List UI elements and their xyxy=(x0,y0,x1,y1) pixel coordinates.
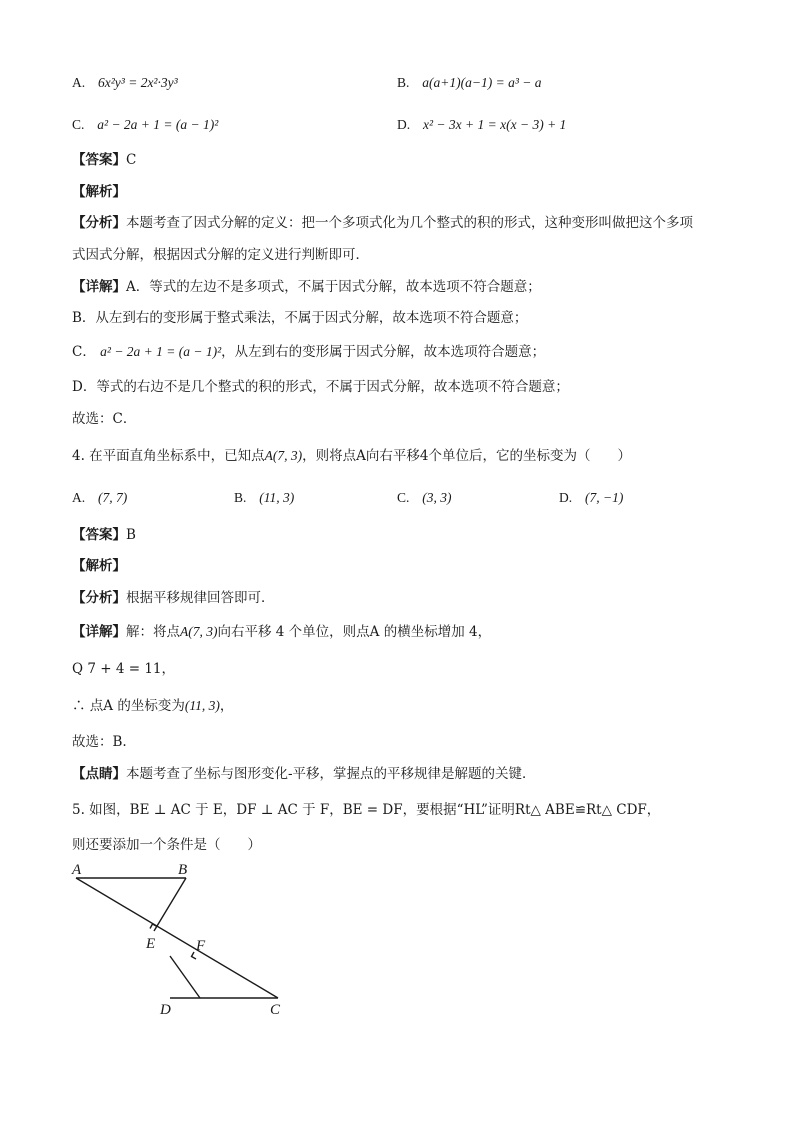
fenxi-text: 本题考查了因式分解的定义：把一个多项式化为几个整式的积的形式，这种变形叫做把这个多项 xyxy=(126,215,693,231)
q5-stem-line-1: 5. 如图，BE ⊥ AC 于 E，DF ⊥ AC 于 F，BE = DF，要根据“HL”证明Rt△ ABE≌Rt△ CDF， xyxy=(72,802,661,818)
label-e: E xyxy=(146,936,156,952)
option-label: D. xyxy=(397,117,411,132)
q4-dianjing xyxy=(72,765,536,783)
q4-answer xyxy=(72,526,136,544)
option-expr: x² − 3x + 1 = x(x − 3) + 1 xyxy=(423,117,567,132)
option-label: C. xyxy=(397,490,410,505)
label-a: A xyxy=(72,862,82,878)
option-label: D. xyxy=(559,490,573,505)
dianjing-tag: 【点睛】 xyxy=(72,766,126,782)
fenxi-tag: 【分析】 xyxy=(72,590,126,606)
q4-option-b xyxy=(234,489,294,507)
xiangjie-c-suffix: ，从左到右的变形属于因式分解，故本选项符合题意； xyxy=(221,344,546,360)
option-expr: (7, −1) xyxy=(585,490,624,505)
q3-fenxi-line-2: 式因式分解，根据因式分解的定义进行判断即可． xyxy=(72,247,369,263)
xiangjie-suffix: 向右平移 4 个单位，则点A 的横坐标增加 4， xyxy=(217,624,492,640)
q3-jiexi-heading: 【解析】 xyxy=(72,184,126,200)
option-expr: a(a+1)(a−1) = a³ − a xyxy=(422,75,542,90)
answer-value: C xyxy=(126,152,137,168)
fenxi-text: 根据平移规律回答即可． xyxy=(126,590,275,606)
answer-tag: 【答案】 xyxy=(72,152,126,168)
label-c: C xyxy=(270,1002,281,1018)
q3-xiangjie-c xyxy=(72,343,545,361)
fenxi-tag: 【分析】 xyxy=(72,215,126,231)
q3-fenxi-line-1 xyxy=(72,214,693,232)
xiangjie-prefix: 解：将点 xyxy=(126,624,180,640)
xiangjie-tag: 【详解】 xyxy=(72,624,126,640)
q3-xiangjie-d: D．等式的右边不是几个整式的积的形式，不属于因式分解，故本选项不符合题意； xyxy=(72,379,569,395)
q4-xiangjie xyxy=(72,623,491,641)
q3-option-b xyxy=(397,74,542,92)
result-suffix: ， xyxy=(219,698,234,714)
xiangjie-text: A．等式的左边不是多项式，不属于因式分解，故本选项不符合题意； xyxy=(126,279,541,295)
q4-calc: Q 7 + 4 = 11， xyxy=(72,661,176,677)
q3-answer xyxy=(72,151,136,169)
option-label: C. xyxy=(72,117,85,132)
option-label: B. xyxy=(234,490,247,505)
label-d: D xyxy=(160,1002,171,1018)
option-expr: (7, 7) xyxy=(98,490,128,505)
q4-option-a xyxy=(72,489,127,507)
q3-guxuan: 故选：C． xyxy=(72,411,137,427)
q4-stem-prefix: 4. 在平面直角坐标系中，已知点 xyxy=(72,448,265,464)
result-value: (11, 3) xyxy=(184,698,220,713)
q3-option-d xyxy=(397,116,566,134)
option-expr: 6x²y³ = 2x²·3y³ xyxy=(98,75,178,90)
option-label: A. xyxy=(72,75,86,90)
q4-stem-suffix: ，则将点A向右平移4个单位后，它的坐标变为（ ） xyxy=(302,448,632,464)
option-expr: a² − 2a + 1 = (a − 1)² xyxy=(97,117,219,132)
q4-option-c xyxy=(397,489,452,507)
xiangjie-tag: 【详解】 xyxy=(72,279,126,295)
answer-tag: 【答案】 xyxy=(72,527,126,543)
option-expr: (3, 3) xyxy=(422,490,452,505)
dianjing-text: 本题考查了坐标与图形变化-平移，掌握点的平移规律是解题的关键． xyxy=(126,766,536,782)
q4-stem xyxy=(72,447,631,465)
answer-value: B xyxy=(126,527,136,543)
label-f: F xyxy=(196,938,206,954)
xiangjie-c-prefix: C． xyxy=(72,344,96,360)
q5-stem-line-2: 则还要添加一个条件是（ ） xyxy=(72,837,261,853)
q4-jiexi-heading: 【解析】 xyxy=(72,558,126,574)
segment-ac xyxy=(76,878,278,998)
q4-fenxi xyxy=(72,589,275,607)
q3-option-c xyxy=(72,116,218,134)
option-label: A. xyxy=(72,490,86,505)
segment-be xyxy=(154,878,186,931)
q4-guxuan: 故选：B. xyxy=(72,734,127,750)
xiangjie-point: A(7, 3) xyxy=(180,624,218,639)
q4-option-d xyxy=(559,489,623,507)
option-expr: (11, 3) xyxy=(259,490,295,505)
q4-result xyxy=(72,697,233,715)
q3-xiangjie-b: B．从左到右的变形属于整式乘法，不属于因式分解，故本选项不符合题意； xyxy=(72,310,528,326)
segment-df xyxy=(170,956,200,998)
q3-option-a xyxy=(72,74,178,92)
q3-xiangjie-a xyxy=(72,278,541,296)
xiangjie-c-expr: a² − 2a + 1 = (a − 1)² xyxy=(100,344,222,359)
geometry-figure xyxy=(60,860,300,1025)
option-label: B. xyxy=(397,75,410,90)
q4-stem-point: A(7, 3) xyxy=(264,448,303,463)
result-prefix: ∴ 点A 的坐标变为 xyxy=(72,698,185,714)
label-b: B xyxy=(178,862,188,878)
